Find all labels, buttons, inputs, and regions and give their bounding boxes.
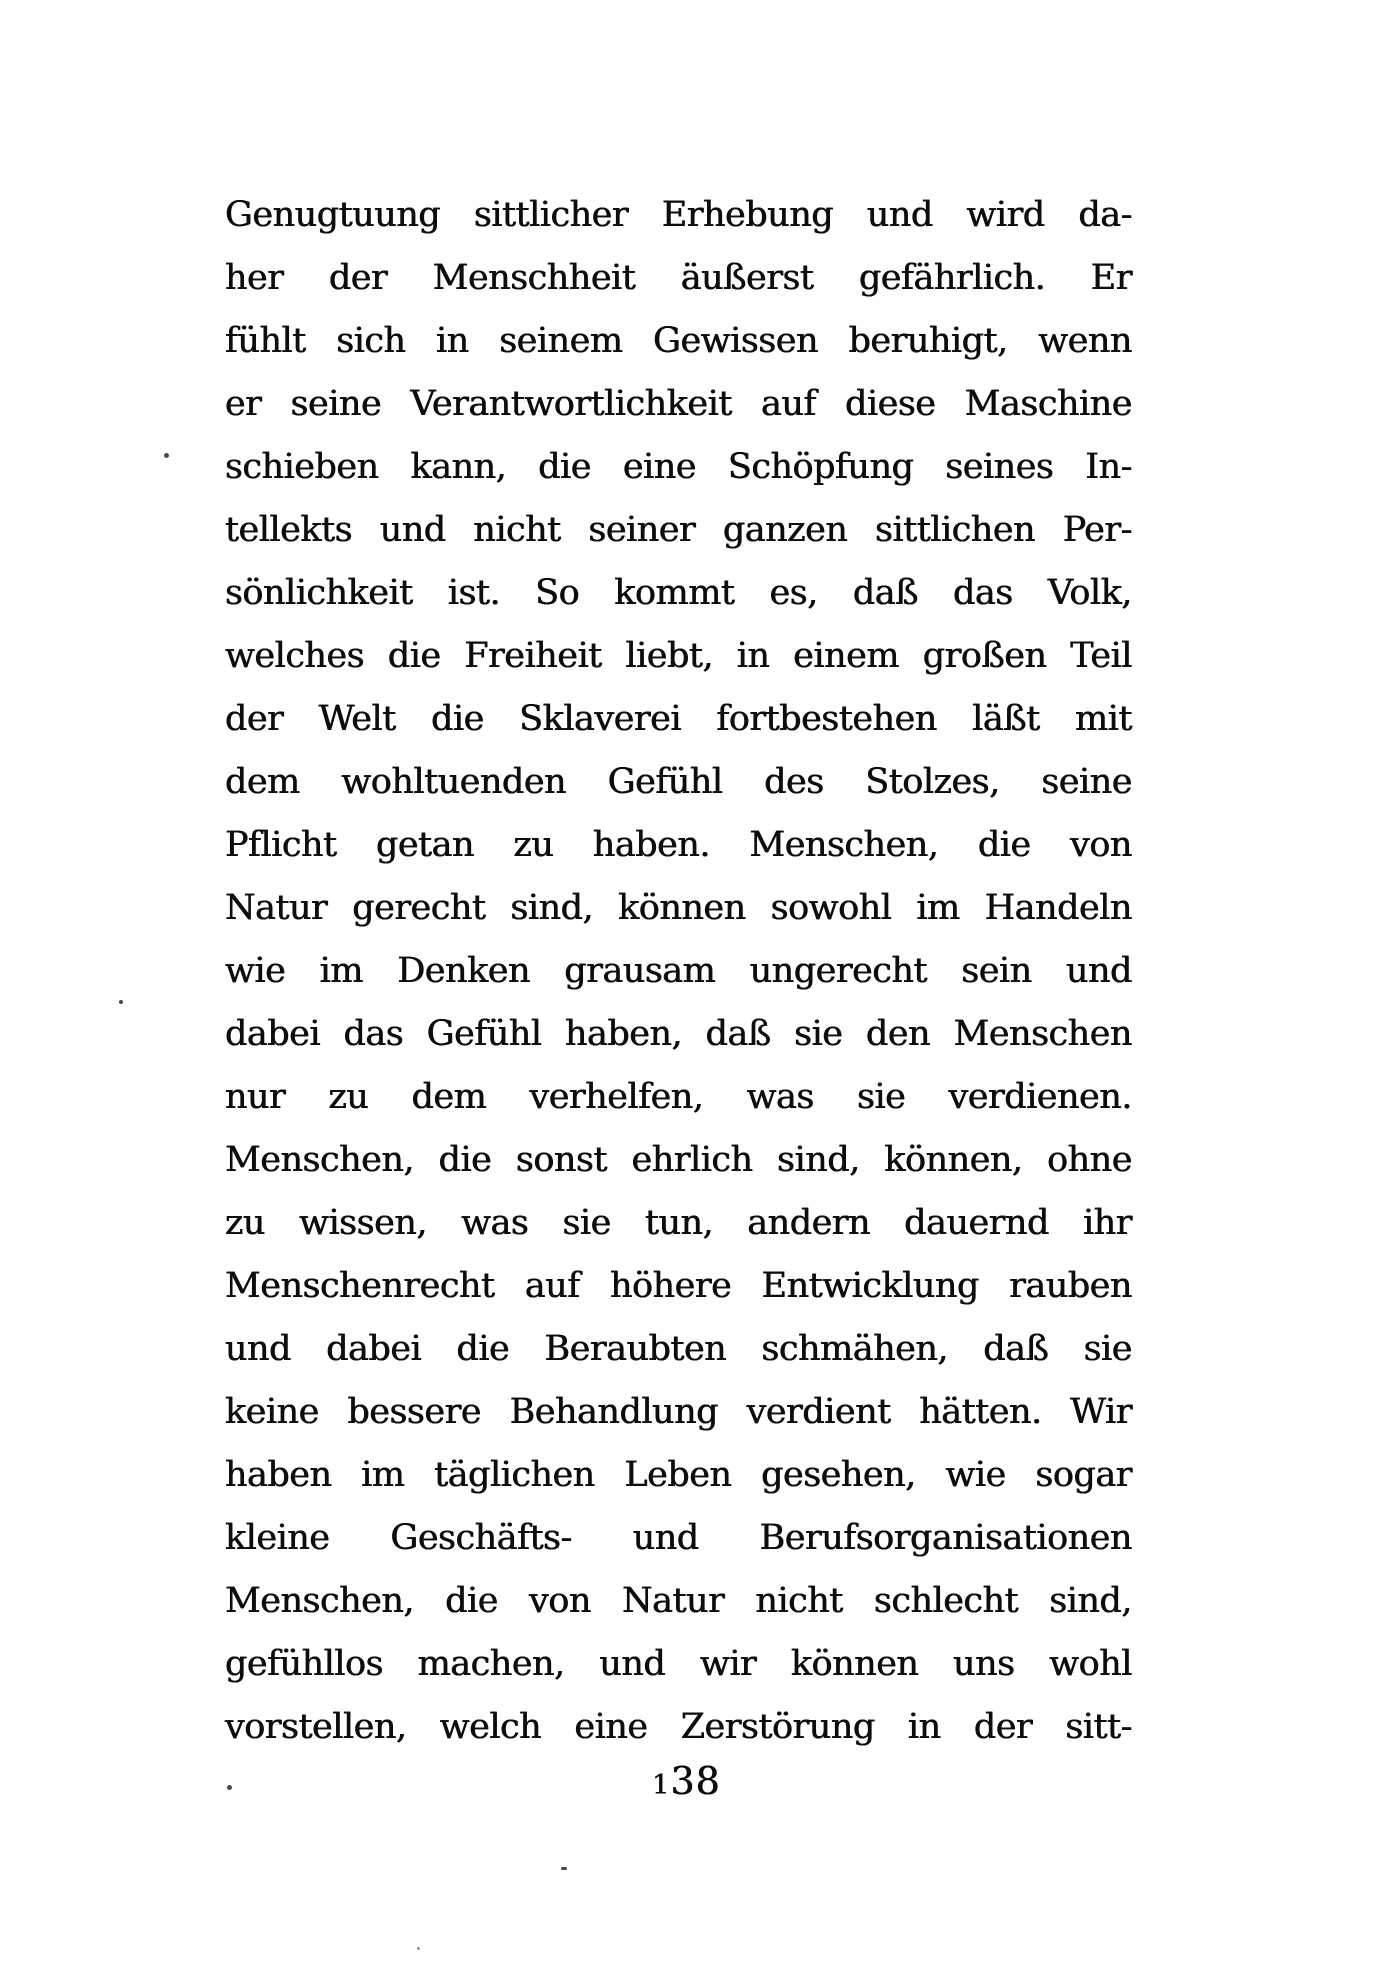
text-line: dabei das Gefühl haben, daß sie den Menschen xyxy=(225,1014,1132,1054)
text-line: schieben kann, die eine Schöpfung seines In- xyxy=(225,447,1132,487)
text-line: her der Menschheit äußerst gefährlich. Er xyxy=(225,258,1132,298)
text-line: dem wohltuenden Gefühl des Stolzes, seine xyxy=(225,762,1132,802)
text-line: keine bessere Behandlung verdient hätten. Wir xyxy=(225,1392,1132,1432)
text-line: er seine Verantwortlichkeit auf diese Maschine xyxy=(225,384,1132,424)
page-number: 138 xyxy=(652,1759,721,1803)
text-line: gefühllos machen, und wir können uns wohl xyxy=(225,1644,1132,1684)
scan-speck xyxy=(227,1785,232,1790)
text-line: tellekts und nicht seiner ganzen sittlichen Per- xyxy=(225,510,1132,550)
scan-speck xyxy=(417,1947,420,1950)
text-line: welches die Freiheit liebt, in einem großen Teil xyxy=(225,636,1132,676)
text-line: kleine Geschäfts- und Berufsorganisationen xyxy=(225,1518,1132,1558)
text-line: Natur gerecht sind, können sowohl im Handeln xyxy=(225,888,1132,928)
text-line: fühlt sich in seinem Gewissen beruhigt, wenn xyxy=(225,321,1132,361)
text-line: sönlichkeit ist. So kommt es, daß das Volk, xyxy=(225,573,1132,613)
text-line: nur zu dem verhelfen, was sie verdienen. xyxy=(225,1077,1132,1117)
text-line: Menschen, die von Natur nicht schlecht sind, xyxy=(225,1581,1132,1621)
text-line: wie im Denken grausam ungerecht sein und xyxy=(225,951,1132,991)
text-line: Menschen, die sonst ehrlich sind, können, ohne xyxy=(225,1140,1132,1180)
text-line: vorstellen, welch eine Zerstörung in der sitt- xyxy=(225,1707,1132,1747)
scan-speck xyxy=(164,453,169,458)
text-line: und dabei die Beraubten schmähen, daß sie xyxy=(225,1329,1132,1369)
page-text xyxy=(225,184,1132,1759)
text-line: Menschenrecht auf höhere Entwicklung rauben xyxy=(225,1266,1132,1306)
scan-speck xyxy=(119,1000,123,1004)
text-line: haben im täglichen Leben gesehen, wie sogar xyxy=(225,1455,1132,1495)
scan-speck xyxy=(561,1867,567,1870)
text-line: zu wissen, was sie tun, andern dauernd ihr xyxy=(225,1203,1132,1243)
text-line: Pflicht getan zu haben. Menschen, die von xyxy=(225,825,1132,865)
text-line: der Welt die Sklaverei fortbestehen läßt mit xyxy=(225,699,1132,739)
text-line: Genugtuung sittlicher Erhebung und wird da- xyxy=(225,195,1132,235)
